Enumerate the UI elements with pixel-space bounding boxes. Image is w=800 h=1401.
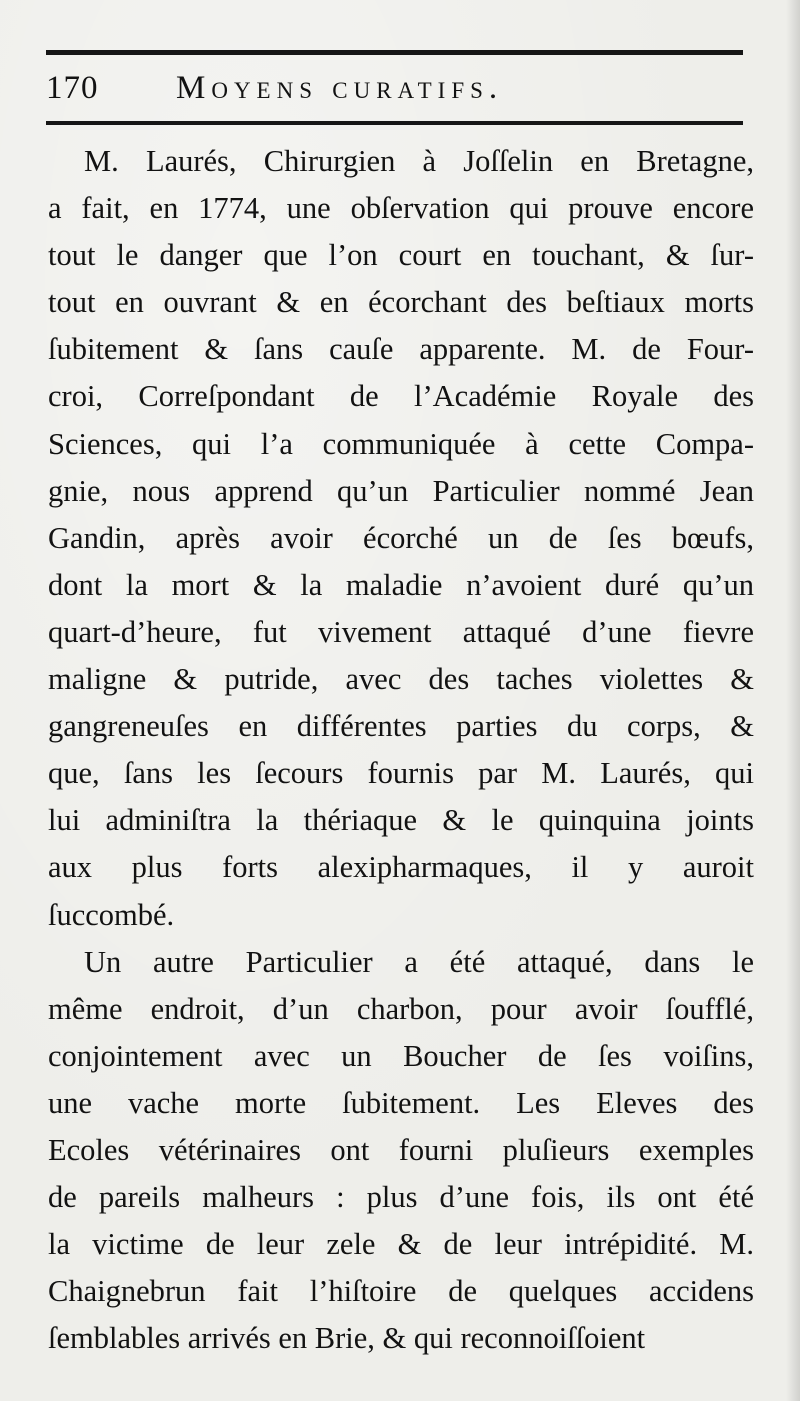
- paragraph: [48, 939, 754, 1363]
- text-line: de pareils malheurs : plus d’une fois, ils ont été: [48, 1180, 754, 1215]
- text-line: lui adminiſtra la thériaque & le quinquina joints: [48, 803, 754, 838]
- body-text: [48, 138, 754, 1362]
- running-title: Moyens curatifs.: [176, 70, 504, 106]
- text-line: tout en ouvrant & en écorchant des beſtiaux morts: [48, 285, 754, 320]
- text-line: tout le danger que l’on court en touchant, & ſur-: [48, 238, 754, 273]
- text-line: ſubitement & ſans cauſe apparente. M. de Four-: [48, 332, 754, 367]
- text-line: maligne & putride, avec des taches violettes &: [48, 662, 754, 697]
- header-bottom-rule: [46, 121, 743, 125]
- text-line: aux plus forts alexipharmaques, il y auroit: [48, 850, 754, 885]
- text-line: la victime de leur zele & de leur intrépidité. M.: [48, 1227, 754, 1262]
- text-line: a fait, en 1774, une obſervation qui prouve encore: [48, 191, 754, 226]
- text-line: dont la mort & la maladie n’avoient duré qu’un: [48, 567, 754, 602]
- running-header: [46, 64, 743, 112]
- text-line: conjointement avec un Boucher de ſes voiſins,: [48, 1038, 754, 1073]
- text-line: gnie, nous apprend qu’un Particulier nommé Jean: [48, 473, 754, 508]
- text-line: Chaignebrun fait l’hiſtoire de quelques accidens: [48, 1274, 754, 1309]
- text-line: croi, Correſpondant de l’Académie Royale des: [48, 379, 754, 414]
- paragraph: [48, 138, 754, 939]
- page-number: 170: [46, 70, 99, 106]
- text-line: que, ſans les ſecours fournis par M. Laurés, qui: [48, 756, 754, 791]
- text-line: même endroit, d’un charbon, pour avoir ſoufflé,: [48, 991, 754, 1026]
- text-line: Sciences, qui l’a communiquée à cette Compa-: [48, 426, 754, 461]
- text-line: ſemblables arrivés en Brie, & qui reconnoiſſoient: [48, 1321, 646, 1356]
- page-edge-shadow: [786, 0, 800, 1401]
- text-line: quart-d’heure, fut vivement attaqué d’une fievre: [48, 614, 754, 649]
- text-line: ſuccombé.: [48, 897, 175, 932]
- text-line: Gandin, après avoir écorché un de ſes bœufs,: [48, 520, 754, 555]
- text-line: gangreneuſes en différentes parties du corps, &: [48, 709, 754, 744]
- header-top-rule: [46, 50, 743, 55]
- text-line: Un autre Particulier a été attaqué, dans le: [84, 944, 754, 979]
- text-line: M. Laurés, Chirurgien à Joſſelin en Bretagne,: [84, 144, 754, 178]
- text-line: Ecoles vétérinaires ont fourni pluſieurs exemples: [48, 1132, 754, 1167]
- text-line: une vache morte ſubitement. Les Eleves des: [48, 1085, 754, 1120]
